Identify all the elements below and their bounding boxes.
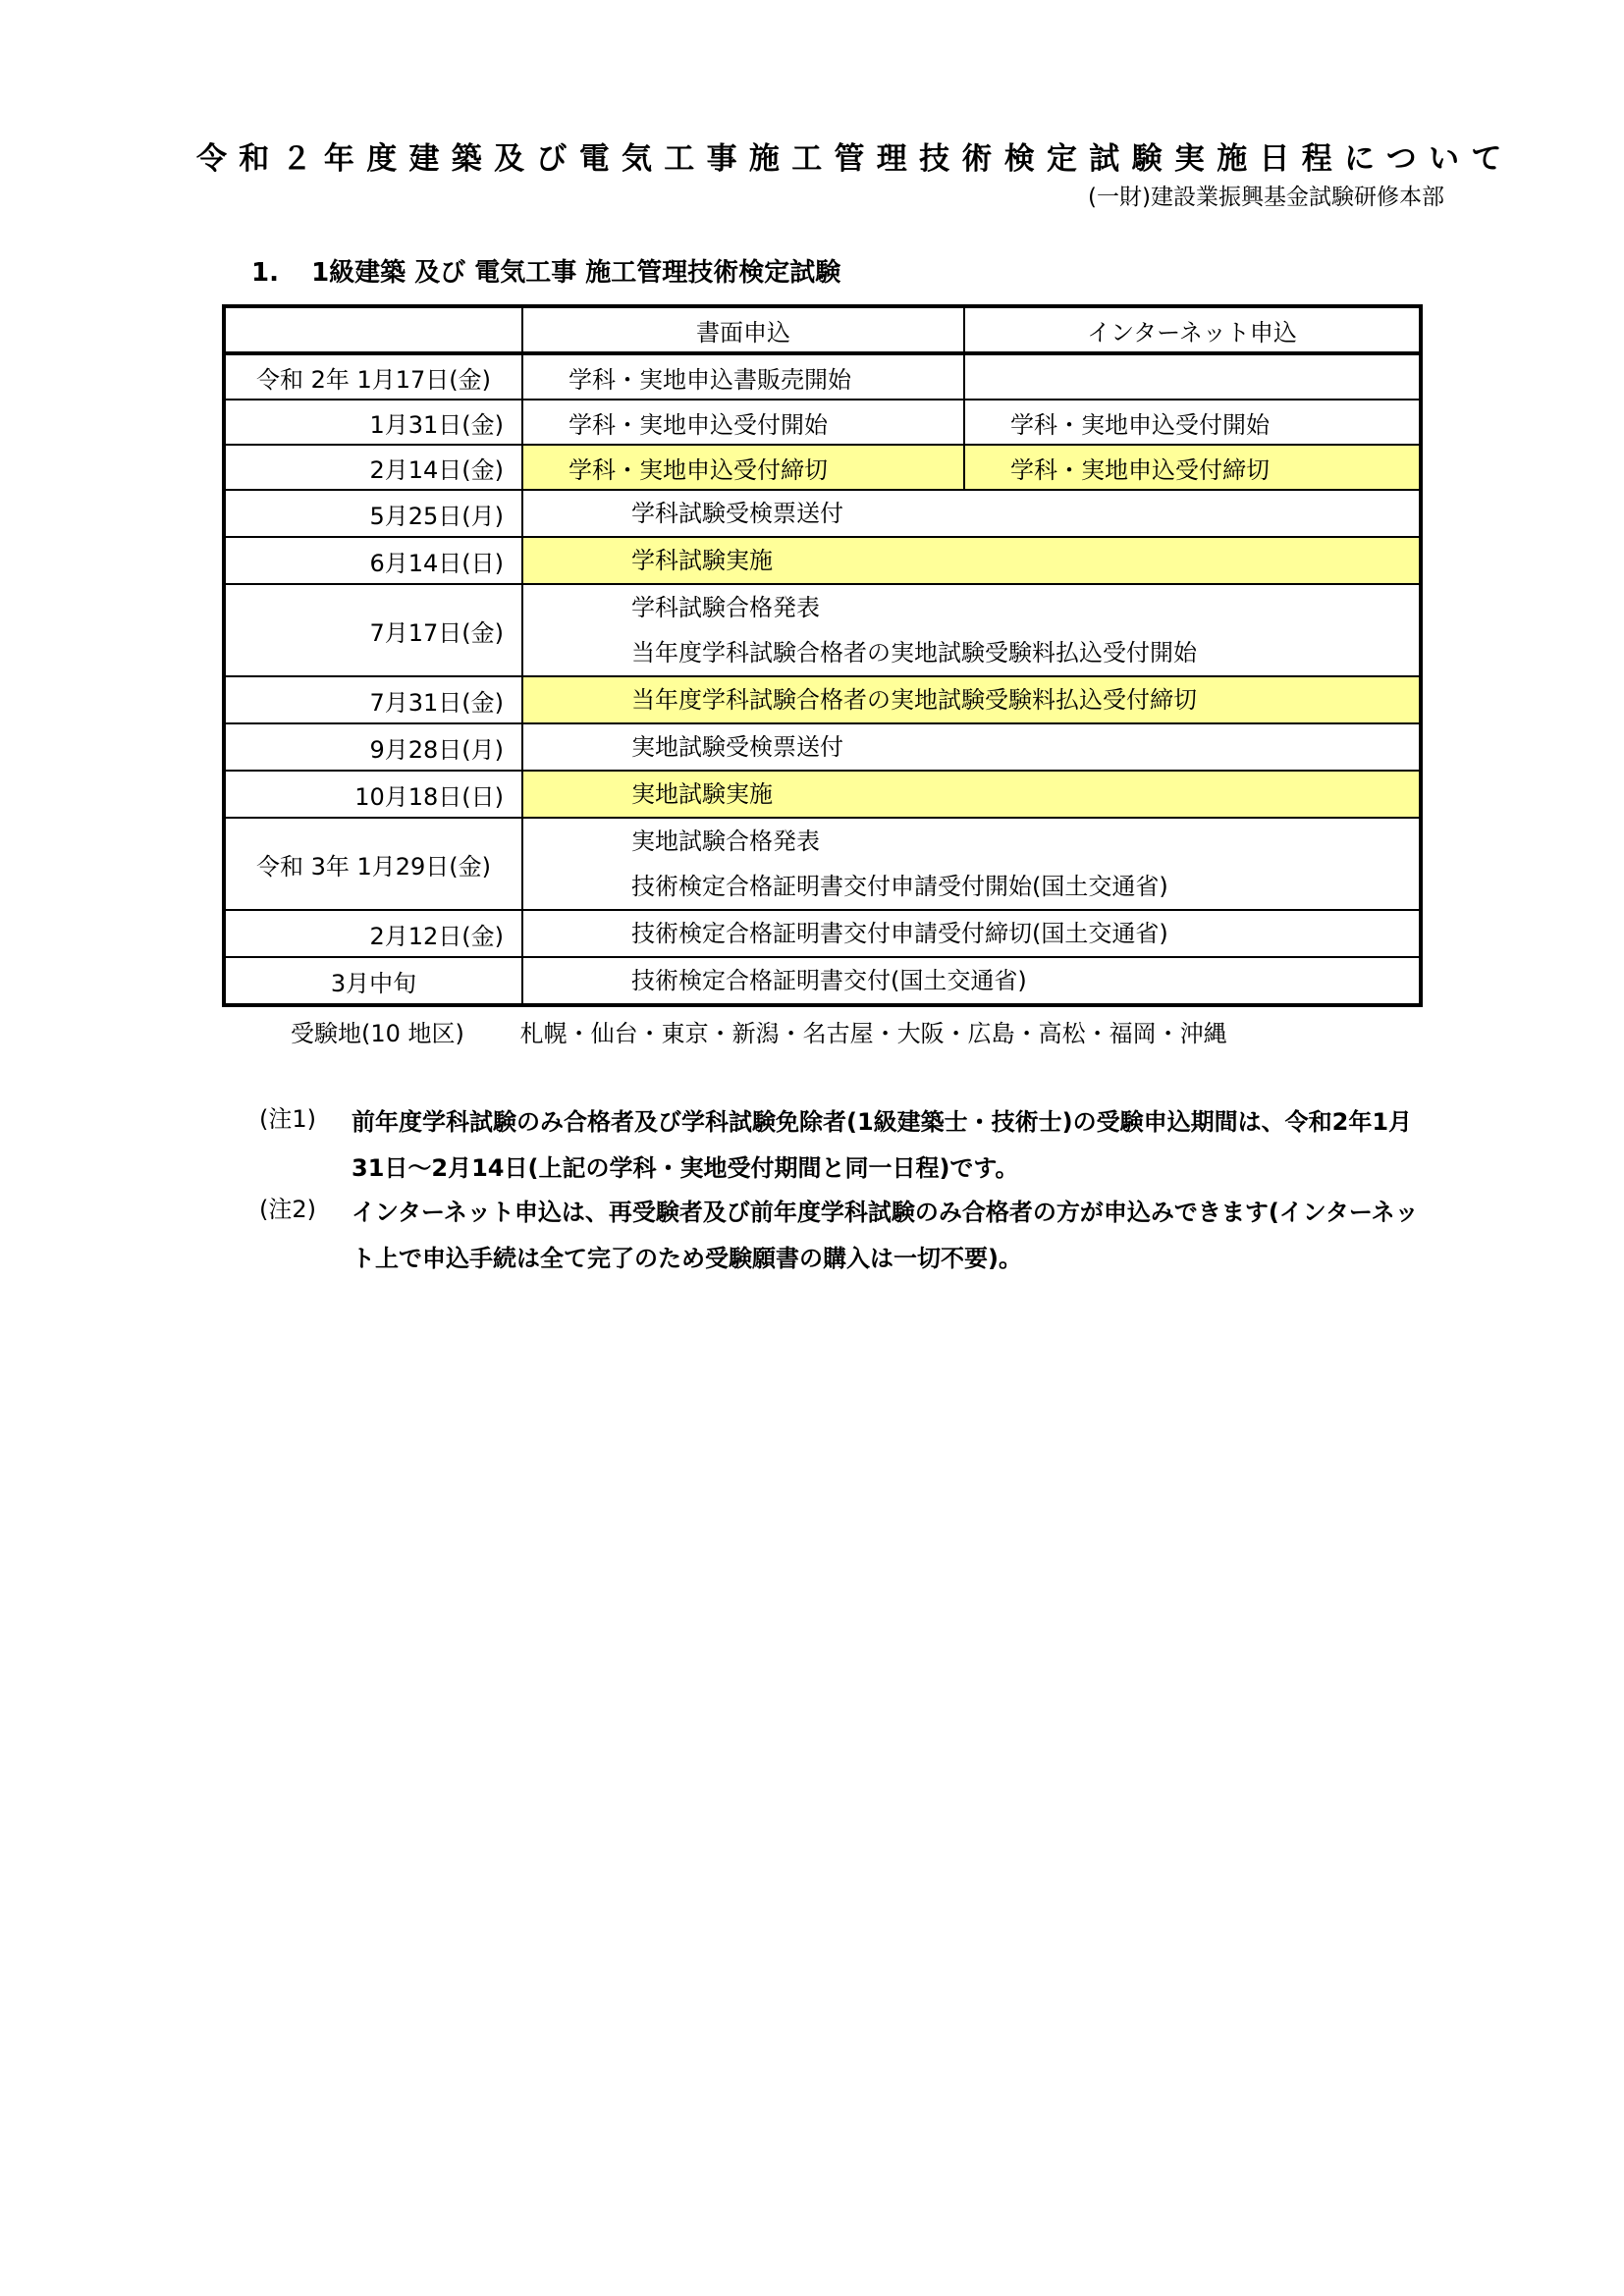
- event-line: 学科試験受検票送付: [631, 500, 843, 527]
- row-event: [522, 910, 1421, 957]
- event-line: 当年度学科試験合格者の実地試験受験料払込受付締切: [631, 686, 1197, 714]
- event-line: 当年度学科試験合格者の実地試験受験料払込受付開始: [631, 639, 1197, 667]
- event-line: 技術検定合格証明書交付(国土交通省): [631, 967, 1027, 994]
- header-internet-application: インターネット申込: [964, 306, 1421, 353]
- row-date: 9月28日(月): [224, 723, 522, 771]
- row-date: 7月17日(金): [224, 584, 522, 676]
- row-paper: 学科・実地申込書販売開始: [522, 353, 964, 400]
- table-row: [224, 818, 1421, 910]
- event-line: 技術検定合格証明書交付申請受付開始(国土交通省): [631, 873, 1168, 900]
- note-label: (注2): [259, 1196, 316, 1223]
- table-row: [224, 400, 1421, 445]
- event-line: 実地試験実施: [631, 780, 773, 808]
- row-event: [522, 771, 1421, 818]
- note-1: [259, 1099, 1428, 1192]
- section-title: 1級建築 及び 電気工事 施工管理技術検定試験: [311, 258, 841, 288]
- row-event: [522, 818, 1421, 910]
- row-date: 6月14日(日): [224, 537, 522, 584]
- table-header-row: [224, 306, 1421, 353]
- row-event: [522, 584, 1421, 676]
- table-row: [224, 445, 1421, 490]
- organization-name: (一財)建設業振興基金試験研修本部: [1088, 185, 1444, 210]
- section-heading: [251, 252, 840, 289]
- event-line: 実地試験受検票送付: [631, 733, 843, 761]
- row-date: 7月31日(金): [224, 676, 522, 723]
- row-date: 令和 3年 1月29日(金): [224, 818, 522, 910]
- row-event: [522, 676, 1421, 723]
- row-date: 2月14日(金): [224, 445, 522, 490]
- exam-venues: [291, 1014, 1227, 1048]
- row-internet: 学科・実地申込受付開始: [964, 400, 1421, 445]
- table-row: [224, 723, 1421, 771]
- note-text: 前年度学科試験のみ合格者及び学科試験免除者(1級建築士・技術士)の受験申込期間は、令和2年1月31日～2月14日(上記の学科・実地受付期間と同一日程)です。: [352, 1108, 1413, 1182]
- row-paper: 学科・実地申込受付開始: [522, 400, 964, 445]
- row-internet: 学科・実地申込受付締切: [964, 445, 1421, 490]
- row-date: 3月中旬: [224, 957, 522, 1005]
- row-event: [522, 957, 1421, 1005]
- row-event: [522, 537, 1421, 584]
- venue-label: 受験地(10 地区): [291, 1020, 464, 1047]
- table-row: [224, 771, 1421, 818]
- table-row: [224, 957, 1421, 1005]
- row-date: 2月12日(金): [224, 910, 522, 957]
- row-event: [522, 723, 1421, 771]
- event-line: 実地試験合格発表: [631, 828, 820, 855]
- page-title: 令和２年度建築及び電気工事施工管理技術検定試験実施日程について: [196, 141, 1514, 177]
- table-row: [224, 676, 1421, 723]
- section-number: 1.: [251, 258, 279, 288]
- venue-cities: 札幌・仙台・東京・新潟・名古屋・大阪・広島・高松・福岡・沖縄: [519, 1020, 1227, 1047]
- table-row: [224, 537, 1421, 584]
- table-row: [224, 490, 1421, 537]
- row-date: 1月31日(金): [224, 400, 522, 445]
- schedule-table: [222, 304, 1423, 1007]
- row-date: 令和 2年 1月17日(金): [224, 353, 522, 400]
- header-paper-application: 書面申込: [522, 306, 964, 353]
- row-paper: 学科・実地申込受付締切: [522, 445, 964, 490]
- header-date: [224, 306, 522, 353]
- event-line: 技術検定合格証明書交付申請受付締切(国土交通省): [631, 920, 1168, 947]
- row-date: 10月18日(日): [224, 771, 522, 818]
- row-internet: [964, 353, 1421, 400]
- table-row: [224, 353, 1421, 400]
- table-row: [224, 910, 1421, 957]
- note-text: インターネット申込は、再受験者及び前年度学科試験のみ合格者の方が申込みできます(インターネット上で申込手続は全て完了のため受験願書の購入は一切不要)。: [352, 1199, 1419, 1272]
- row-date: 5月25日(月): [224, 490, 522, 537]
- note-2: [259, 1190, 1428, 1282]
- event-line: 学科試験合格発表: [631, 594, 820, 621]
- event-line: 学科試験実施: [631, 547, 773, 574]
- table-row: [224, 584, 1421, 676]
- row-event: [522, 490, 1421, 537]
- note-label: (注1): [259, 1105, 316, 1133]
